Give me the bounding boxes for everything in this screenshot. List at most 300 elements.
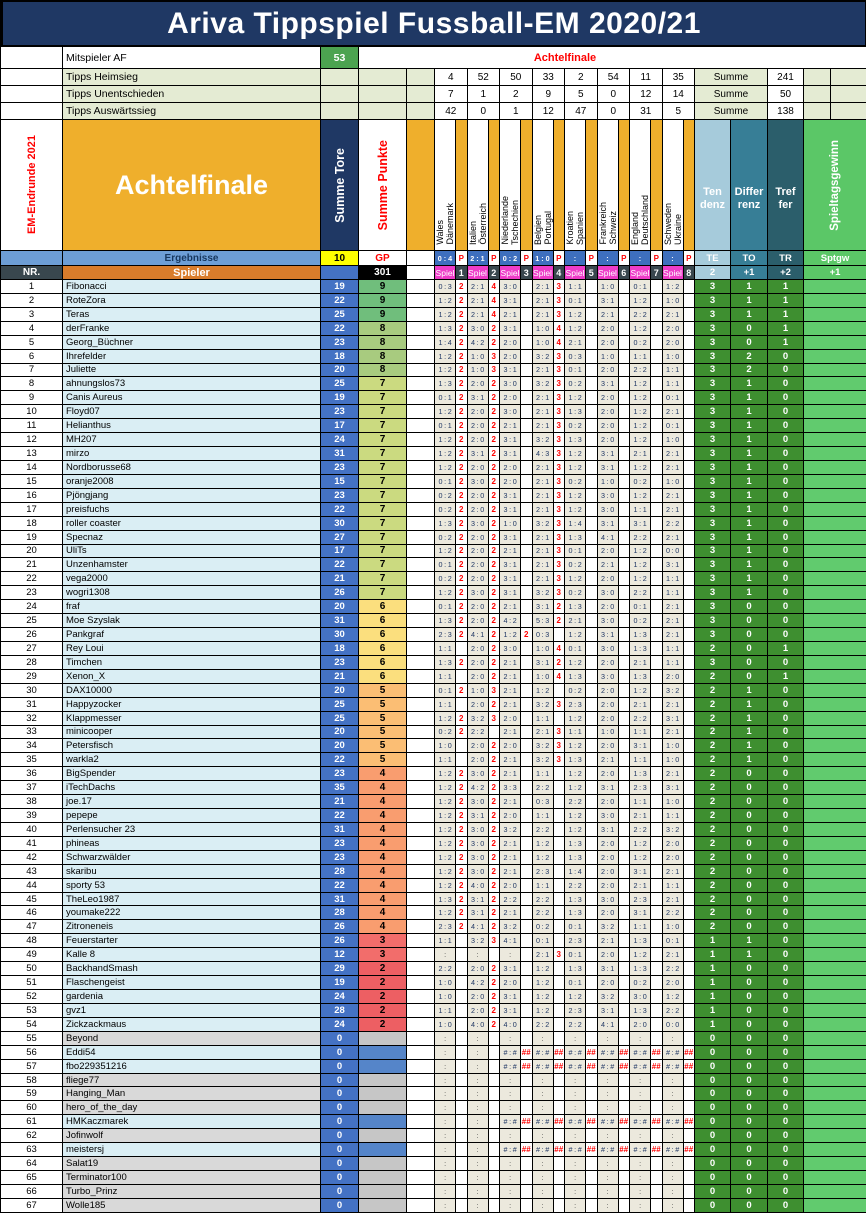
- tip-result[interactable]: 1 : 0: [533, 322, 554, 336]
- tip-points[interactable]: [684, 350, 696, 364]
- player-tendenz-count[interactable]: 2: [695, 879, 731, 893]
- tip-result[interactable]: :: [500, 948, 521, 962]
- to-col-label[interactable]: TO: [731, 251, 768, 266]
- tip-result[interactable]: :: [630, 1087, 651, 1101]
- player-name[interactable]: Rey Loui: [63, 642, 321, 656]
- tip-points[interactable]: 2: [489, 391, 501, 405]
- tip-points[interactable]: [684, 823, 696, 837]
- player-tore-sum[interactable]: 31: [321, 823, 359, 837]
- tip-result[interactable]: 2 : 1: [663, 531, 684, 545]
- tip-points[interactable]: 2: [489, 433, 501, 447]
- tip-points[interactable]: ##: [651, 1115, 663, 1129]
- tip-points[interactable]: [554, 990, 566, 1004]
- tip-result[interactable]: 3 : 1: [500, 586, 521, 600]
- tip-result[interactable]: 2 : 1: [533, 364, 554, 378]
- tip-result[interactable]: 4 : 1: [598, 531, 619, 545]
- tip-points[interactable]: [586, 419, 598, 433]
- player-tore-sum[interactable]: 30: [321, 517, 359, 531]
- player-punkte-sum[interactable]: [359, 1171, 407, 1185]
- tip-result[interactable]: 3 : 2: [533, 739, 554, 753]
- tip-result[interactable]: 2 : 0: [468, 1004, 489, 1018]
- tip-points[interactable]: 2: [489, 1018, 501, 1032]
- tip-points[interactable]: ##: [586, 1060, 598, 1074]
- player-tore-sum[interactable]: 0: [321, 1032, 359, 1046]
- tip-result[interactable]: :: [630, 1199, 651, 1213]
- tip-result[interactable]: 1 : 2: [435, 350, 456, 364]
- player-nr[interactable]: 3: [1, 308, 63, 322]
- tip-result[interactable]: 1 : 1: [630, 920, 651, 934]
- tip-points[interactable]: [586, 962, 598, 976]
- player-punkte-sum[interactable]: 6: [359, 600, 407, 614]
- tip-points[interactable]: [651, 906, 663, 920]
- spieler-column-header[interactable]: Spieler: [63, 266, 321, 280]
- tip-points[interactable]: [651, 503, 663, 517]
- player-tendenz-count[interactable]: 1: [695, 948, 731, 962]
- te-col-label[interactable]: TE: [695, 251, 731, 266]
- tip-points[interactable]: [651, 628, 663, 642]
- player-sptgw-cell[interactable]: [804, 377, 866, 391]
- player-treffer-count[interactable]: 0: [768, 545, 804, 559]
- player-punkte-sum[interactable]: 4: [359, 906, 407, 920]
- tip-result[interactable]: 1 : 2: [435, 294, 456, 308]
- player-tore-sum[interactable]: 20: [321, 739, 359, 753]
- player-treffer-count[interactable]: 0: [768, 865, 804, 879]
- tip-result[interactable]: :: [598, 1199, 619, 1213]
- player-punkte-sum[interactable]: 3: [359, 934, 407, 948]
- tip-points[interactable]: 2: [489, 614, 501, 628]
- player-treffer-count[interactable]: 0: [768, 1060, 804, 1074]
- tip-points[interactable]: [651, 712, 663, 726]
- tip-result[interactable]: 2 : 0: [500, 809, 521, 823]
- player-name[interactable]: Nordborusse68: [63, 461, 321, 475]
- tip-result[interactable]: 2 : 1: [500, 698, 521, 712]
- tip-result[interactable]: 1 : 1: [663, 656, 684, 670]
- tip-points[interactable]: [651, 837, 663, 851]
- player-sptgw-cell[interactable]: [804, 475, 866, 489]
- tip-result[interactable]: 3 : 0: [598, 614, 619, 628]
- tip-result[interactable]: 1 : 2: [435, 308, 456, 322]
- tip-points[interactable]: [651, 920, 663, 934]
- player-name[interactable]: Timchen: [63, 656, 321, 670]
- player-tore-sum[interactable]: 22: [321, 294, 359, 308]
- tip-points[interactable]: [586, 1101, 598, 1115]
- player-tendenz-count[interactable]: 3: [695, 558, 731, 572]
- tip-result[interactable]: 1 : 0: [468, 684, 489, 698]
- player-punkte-sum[interactable]: 9: [359, 294, 407, 308]
- player-treffer-count[interactable]: 0: [768, 990, 804, 1004]
- player-differenz-count[interactable]: 1: [731, 433, 768, 447]
- player-punkte-sum[interactable]: 7: [359, 517, 407, 531]
- player-punkte-sum[interactable]: 7: [359, 503, 407, 517]
- tip-result[interactable]: 1 : 1: [435, 934, 456, 948]
- player-tendenz-count[interactable]: 2: [695, 753, 731, 767]
- tip-result[interactable]: 2 : 0: [663, 670, 684, 684]
- tip-result[interactable]: 2 : 1: [468, 294, 489, 308]
- tip-points[interactable]: [651, 1004, 663, 1018]
- player-name[interactable]: Teras: [63, 308, 321, 322]
- player-punkte-sum[interactable]: 4: [359, 809, 407, 823]
- player-name[interactable]: Happyzocker: [63, 698, 321, 712]
- tip-result[interactable]: 1 : 2: [533, 976, 554, 990]
- tip-points[interactable]: [456, 934, 468, 948]
- tip-result[interactable]: 2 : 1: [630, 447, 651, 461]
- player-name[interactable]: Beyond: [63, 1032, 321, 1046]
- player-treffer-count[interactable]: 0: [768, 809, 804, 823]
- player-tore-sum[interactable]: 19: [321, 391, 359, 405]
- player-tore-sum[interactable]: 19: [321, 280, 359, 294]
- tip-result[interactable]: 1 : 0: [663, 294, 684, 308]
- player-nr[interactable]: 24: [1, 600, 63, 614]
- player-treffer-count[interactable]: 0: [768, 934, 804, 948]
- tip-result[interactable]: 0 : 1: [435, 475, 456, 489]
- tip-points[interactable]: [521, 781, 533, 795]
- tip-points[interactable]: [619, 1018, 631, 1032]
- tip-result[interactable]: # : #: [500, 1046, 521, 1060]
- player-name[interactable]: sporty 53: [63, 879, 321, 893]
- player-differenz-count[interactable]: 1: [731, 405, 768, 419]
- tip-result[interactable]: :: [533, 1185, 554, 1199]
- tip-result[interactable]: 2 : 3: [630, 781, 651, 795]
- tip-points[interactable]: 2: [456, 809, 468, 823]
- tip-result[interactable]: 2 : 1: [598, 558, 619, 572]
- tip-result[interactable]: 2 : 0: [598, 364, 619, 378]
- player-punkte-sum[interactable]: 3: [359, 948, 407, 962]
- player-sptgw-cell[interactable]: [804, 461, 866, 475]
- player-tendenz-count[interactable]: 3: [695, 433, 731, 447]
- tipps-count[interactable]: 54: [598, 69, 631, 86]
- tip-points[interactable]: [586, 795, 598, 809]
- tip-points[interactable]: 2: [489, 893, 501, 907]
- tip-result[interactable]: 2 : 0: [598, 572, 619, 586]
- tipps-count[interactable]: 47: [565, 103, 598, 120]
- player-name[interactable]: joe.17: [63, 795, 321, 809]
- tip-points[interactable]: [586, 280, 598, 294]
- tip-result[interactable]: :: [630, 1157, 651, 1171]
- tip-result[interactable]: 3 : 1: [598, 377, 619, 391]
- player-nr[interactable]: 5: [1, 336, 63, 350]
- player-treffer-count[interactable]: 1: [768, 322, 804, 336]
- tip-result[interactable]: 3 : 1: [598, 962, 619, 976]
- tip-points[interactable]: [619, 906, 631, 920]
- tip-result[interactable]: :: [663, 1101, 684, 1115]
- player-tendenz-count[interactable]: 3: [695, 600, 731, 614]
- player-tore-sum[interactable]: 31: [321, 447, 359, 461]
- tip-points[interactable]: [456, 1157, 468, 1171]
- player-name[interactable]: gardenia: [63, 990, 321, 1004]
- tip-result[interactable]: 1 : 1: [565, 280, 586, 294]
- tip-result[interactable]: # : #: [565, 1046, 586, 1060]
- player-punkte-sum[interactable]: 8: [359, 336, 407, 350]
- player-punkte-sum[interactable]: 4: [359, 893, 407, 907]
- tip-points[interactable]: 2: [489, 698, 501, 712]
- tip-result[interactable]: 1 : 1: [630, 795, 651, 809]
- tip-points[interactable]: [586, 684, 598, 698]
- tip-result[interactable]: 2 : 1: [598, 753, 619, 767]
- tip-result[interactable]: 2 : 1: [663, 614, 684, 628]
- tip-result[interactable]: 3 : 0: [500, 642, 521, 656]
- player-treffer-count[interactable]: 0: [768, 419, 804, 433]
- tip-result[interactable]: 2 : 1: [500, 865, 521, 879]
- player-differenz-count[interactable]: 0: [731, 1199, 768, 1213]
- player-punkte-sum[interactable]: 8: [359, 364, 407, 378]
- player-differenz-count[interactable]: 1: [731, 475, 768, 489]
- player-tore-sum[interactable]: 35: [321, 781, 359, 795]
- tip-points[interactable]: [684, 726, 696, 740]
- player-differenz-count[interactable]: 1: [731, 572, 768, 586]
- tip-points[interactable]: 2: [489, 489, 501, 503]
- tip-points[interactable]: [651, 795, 663, 809]
- tip-points[interactable]: ##: [554, 1143, 566, 1157]
- ergebnis-result[interactable]: :: [598, 251, 619, 266]
- tip-result[interactable]: 2 : 1: [533, 545, 554, 559]
- player-nr[interactable]: 30: [1, 684, 63, 698]
- tip-points[interactable]: [554, 1032, 566, 1046]
- tip-result[interactable]: 3 : 1: [630, 517, 651, 531]
- tip-result[interactable]: 2 : 1: [663, 405, 684, 419]
- tip-result[interactable]: 3 : 2: [533, 517, 554, 531]
- tip-result[interactable]: 2 : 0: [468, 545, 489, 559]
- tip-result[interactable]: 1 : 2: [435, 586, 456, 600]
- player-sptgw-cell[interactable]: [804, 1143, 866, 1157]
- tip-points[interactable]: [489, 1199, 501, 1213]
- tip-points[interactable]: [684, 879, 696, 893]
- tip-points[interactable]: [651, 865, 663, 879]
- tip-result[interactable]: 1 : 2: [630, 851, 651, 865]
- tip-points[interactable]: [521, 893, 533, 907]
- tip-points[interactable]: [586, 1004, 598, 1018]
- tip-result[interactable]: 1 : 2: [565, 308, 586, 322]
- tip-points[interactable]: [521, 823, 533, 837]
- tip-result[interactable]: 2 : 1: [663, 726, 684, 740]
- tip-result[interactable]: 2 : 2: [533, 823, 554, 837]
- player-sptgw-cell[interactable]: [804, 739, 866, 753]
- player-sptgw-cell[interactable]: [804, 572, 866, 586]
- player-nr[interactable]: 63: [1, 1143, 63, 1157]
- player-treffer-count[interactable]: 0: [768, 906, 804, 920]
- tip-points[interactable]: [684, 1018, 696, 1032]
- tip-points[interactable]: [619, 280, 631, 294]
- tip-result[interactable]: 1 : 3: [565, 893, 586, 907]
- player-nr[interactable]: 46: [1, 906, 63, 920]
- tip-result[interactable]: 1 : 2: [565, 781, 586, 795]
- tip-points[interactable]: 2: [489, 976, 501, 990]
- tip-points[interactable]: [684, 712, 696, 726]
- player-treffer-count[interactable]: 1: [768, 280, 804, 294]
- tip-result[interactable]: 1 : 2: [565, 712, 586, 726]
- player-differenz-count[interactable]: 1: [731, 517, 768, 531]
- tip-result[interactable]: 0 : 1: [435, 558, 456, 572]
- tip-result[interactable]: 1 : 3: [565, 531, 586, 545]
- player-differenz-count[interactable]: 1: [731, 308, 768, 322]
- tip-result[interactable]: 3 : 1: [598, 1004, 619, 1018]
- tip-points[interactable]: 3: [554, 698, 566, 712]
- tendenz-header[interactable]: [695, 120, 731, 251]
- tip-points[interactable]: [684, 586, 696, 600]
- tip-result[interactable]: 3 : 1: [468, 893, 489, 907]
- tip-result[interactable]: 0 : 1: [630, 600, 651, 614]
- player-tendenz-count[interactable]: 3: [695, 656, 731, 670]
- tip-points[interactable]: [651, 1101, 663, 1115]
- player-tore-sum[interactable]: 0: [321, 1129, 359, 1143]
- tip-points[interactable]: [619, 600, 631, 614]
- tip-points[interactable]: 3: [489, 712, 501, 726]
- player-punkte-sum[interactable]: 7: [359, 558, 407, 572]
- spiel-number[interactable]: 2: [489, 266, 501, 280]
- tipps-label[interactable]: Tipps Auswärtssieg: [63, 103, 321, 120]
- tip-result[interactable]: 1 : 2: [435, 545, 456, 559]
- player-name[interactable]: Zickzackmaus: [63, 1018, 321, 1032]
- tip-points[interactable]: [619, 531, 631, 545]
- player-tore-sum[interactable]: 21: [321, 670, 359, 684]
- tip-result[interactable]: 3 : 1: [630, 906, 651, 920]
- player-sptgw-cell[interactable]: [804, 976, 866, 990]
- tip-points[interactable]: [456, 670, 468, 684]
- tip-result[interactable]: 3 : 1: [598, 461, 619, 475]
- tip-result[interactable]: 0 : 3: [533, 628, 554, 642]
- tip-result[interactable]: :: [435, 1143, 456, 1157]
- tip-points[interactable]: [586, 1032, 598, 1046]
- tip-points[interactable]: ##: [684, 1046, 696, 1060]
- player-differenz-count[interactable]: 0: [731, 893, 768, 907]
- player-tendenz-count[interactable]: 3: [695, 364, 731, 378]
- tip-result[interactable]: :: [468, 948, 489, 962]
- tip-result[interactable]: 1 : 3: [435, 377, 456, 391]
- player-differenz-count[interactable]: 1: [731, 712, 768, 726]
- tip-result[interactable]: :: [565, 1101, 586, 1115]
- tip-result[interactable]: 2 : 0: [598, 405, 619, 419]
- tip-points[interactable]: [554, 684, 566, 698]
- tip-points[interactable]: 3: [554, 531, 566, 545]
- player-name[interactable]: youmake222: [63, 906, 321, 920]
- tip-points[interactable]: [586, 364, 598, 378]
- player-sptgw-cell[interactable]: [804, 823, 866, 837]
- player-sptgw-cell[interactable]: [804, 503, 866, 517]
- tip-points[interactable]: 2: [489, 600, 501, 614]
- player-punkte-sum[interactable]: 6: [359, 670, 407, 684]
- tip-points[interactable]: [684, 767, 696, 781]
- tip-points[interactable]: 2: [489, 545, 501, 559]
- tip-result[interactable]: 1 : 2: [630, 489, 651, 503]
- tip-points[interactable]: [521, 433, 533, 447]
- tip-points[interactable]: [619, 1004, 631, 1018]
- tip-result[interactable]: :: [500, 1101, 521, 1115]
- tip-result[interactable]: 2 : 0: [598, 976, 619, 990]
- tip-result[interactable]: 3 : 1: [663, 558, 684, 572]
- player-punkte-sum[interactable]: 2: [359, 962, 407, 976]
- tip-result[interactable]: 2 : 2: [630, 586, 651, 600]
- player-treffer-count[interactable]: 0: [768, 823, 804, 837]
- tip-points[interactable]: [619, 893, 631, 907]
- tip-result[interactable]: 2 : 1: [500, 837, 521, 851]
- player-tore-sum[interactable]: 22: [321, 809, 359, 823]
- player-punkte-sum[interactable]: 7: [359, 489, 407, 503]
- tip-result[interactable]: :: [598, 1074, 619, 1088]
- player-tore-sum[interactable]: 0: [321, 1074, 359, 1088]
- tip-result[interactable]: 1 : 3: [630, 1004, 651, 1018]
- tip-result[interactable]: :: [500, 1074, 521, 1088]
- player-treffer-count[interactable]: 0: [768, 879, 804, 893]
- tip-result[interactable]: 2 : 1: [533, 489, 554, 503]
- player-name[interactable]: DAX10000: [63, 684, 321, 698]
- tip-result[interactable]: # : #: [598, 1060, 619, 1074]
- tip-result[interactable]: 0 : 2: [435, 572, 456, 586]
- tip-points[interactable]: [521, 726, 533, 740]
- tip-points[interactable]: [554, 934, 566, 948]
- player-tendenz-count[interactable]: 3: [695, 405, 731, 419]
- player-name[interactable]: pepepe: [63, 809, 321, 823]
- tip-points[interactable]: [521, 503, 533, 517]
- tip-result[interactable]: 2 : 1: [533, 948, 554, 962]
- tip-points[interactable]: 4: [554, 670, 566, 684]
- player-name[interactable]: vega2000: [63, 572, 321, 586]
- tip-result[interactable]: 1 : 0: [663, 920, 684, 934]
- tip-result[interactable]: 2 : 1: [500, 419, 521, 433]
- player-punkte-sum[interactable]: [359, 1101, 407, 1115]
- tip-result[interactable]: 1 : 2: [435, 781, 456, 795]
- tip-points[interactable]: [586, 767, 598, 781]
- player-tore-sum[interactable]: 30: [321, 628, 359, 642]
- tip-points[interactable]: [684, 865, 696, 879]
- tip-points[interactable]: [521, 1171, 533, 1185]
- player-treffer-count[interactable]: 0: [768, 517, 804, 531]
- tip-points[interactable]: [586, 726, 598, 740]
- tip-points[interactable]: [521, 531, 533, 545]
- tip-points[interactable]: [684, 851, 696, 865]
- player-punkte-sum[interactable]: 6: [359, 656, 407, 670]
- player-tendenz-count[interactable]: 3: [695, 586, 731, 600]
- player-differenz-count[interactable]: 0: [731, 1157, 768, 1171]
- player-tendenz-count[interactable]: 0: [695, 1060, 731, 1074]
- spiel-number[interactable]: 3: [521, 266, 533, 280]
- player-tore-sum[interactable]: 24: [321, 990, 359, 1004]
- tip-result[interactable]: # : #: [630, 1060, 651, 1074]
- player-tore-sum[interactable]: 0: [321, 1199, 359, 1213]
- tip-points[interactable]: [521, 809, 533, 823]
- tip-points[interactable]: [586, 670, 598, 684]
- tip-result[interactable]: 2 : 0: [598, 837, 619, 851]
- summe-value[interactable]: 241: [768, 69, 804, 86]
- tip-result[interactable]: 3 : 1: [500, 433, 521, 447]
- tip-points[interactable]: [651, 893, 663, 907]
- tip-points[interactable]: [619, 364, 631, 378]
- tip-points[interactable]: ##: [554, 1115, 566, 1129]
- tip-result[interactable]: :: [598, 1129, 619, 1143]
- tip-result[interactable]: 1 : 0: [663, 739, 684, 753]
- tip-result[interactable]: :: [533, 1101, 554, 1115]
- tip-points[interactable]: [586, 405, 598, 419]
- tip-points[interactable]: 2: [489, 322, 501, 336]
- player-punkte-sum[interactable]: 4: [359, 823, 407, 837]
- player-name[interactable]: Flaschengeist: [63, 976, 321, 990]
- tip-points[interactable]: [521, 1004, 533, 1018]
- tip-points[interactable]: [586, 1157, 598, 1171]
- tip-points[interactable]: [521, 1129, 533, 1143]
- tip-points[interactable]: 2: [489, 419, 501, 433]
- tip-points[interactable]: [521, 489, 533, 503]
- player-name[interactable]: BackhandSmash: [63, 962, 321, 976]
- stage-label[interactable]: Achtelfinale: [435, 47, 695, 69]
- tip-result[interactable]: 2 : 0: [468, 753, 489, 767]
- tip-points[interactable]: [521, 475, 533, 489]
- tip-points[interactable]: [684, 280, 696, 294]
- tip-points[interactable]: [456, 976, 468, 990]
- tip-points[interactable]: [489, 726, 501, 740]
- nr-column-header[interactable]: NR.: [1, 266, 63, 280]
- player-nr[interactable]: 59: [1, 1087, 63, 1101]
- tip-points[interactable]: [684, 545, 696, 559]
- tip-points[interactable]: ##: [586, 1046, 598, 1060]
- tip-points[interactable]: [521, 962, 533, 976]
